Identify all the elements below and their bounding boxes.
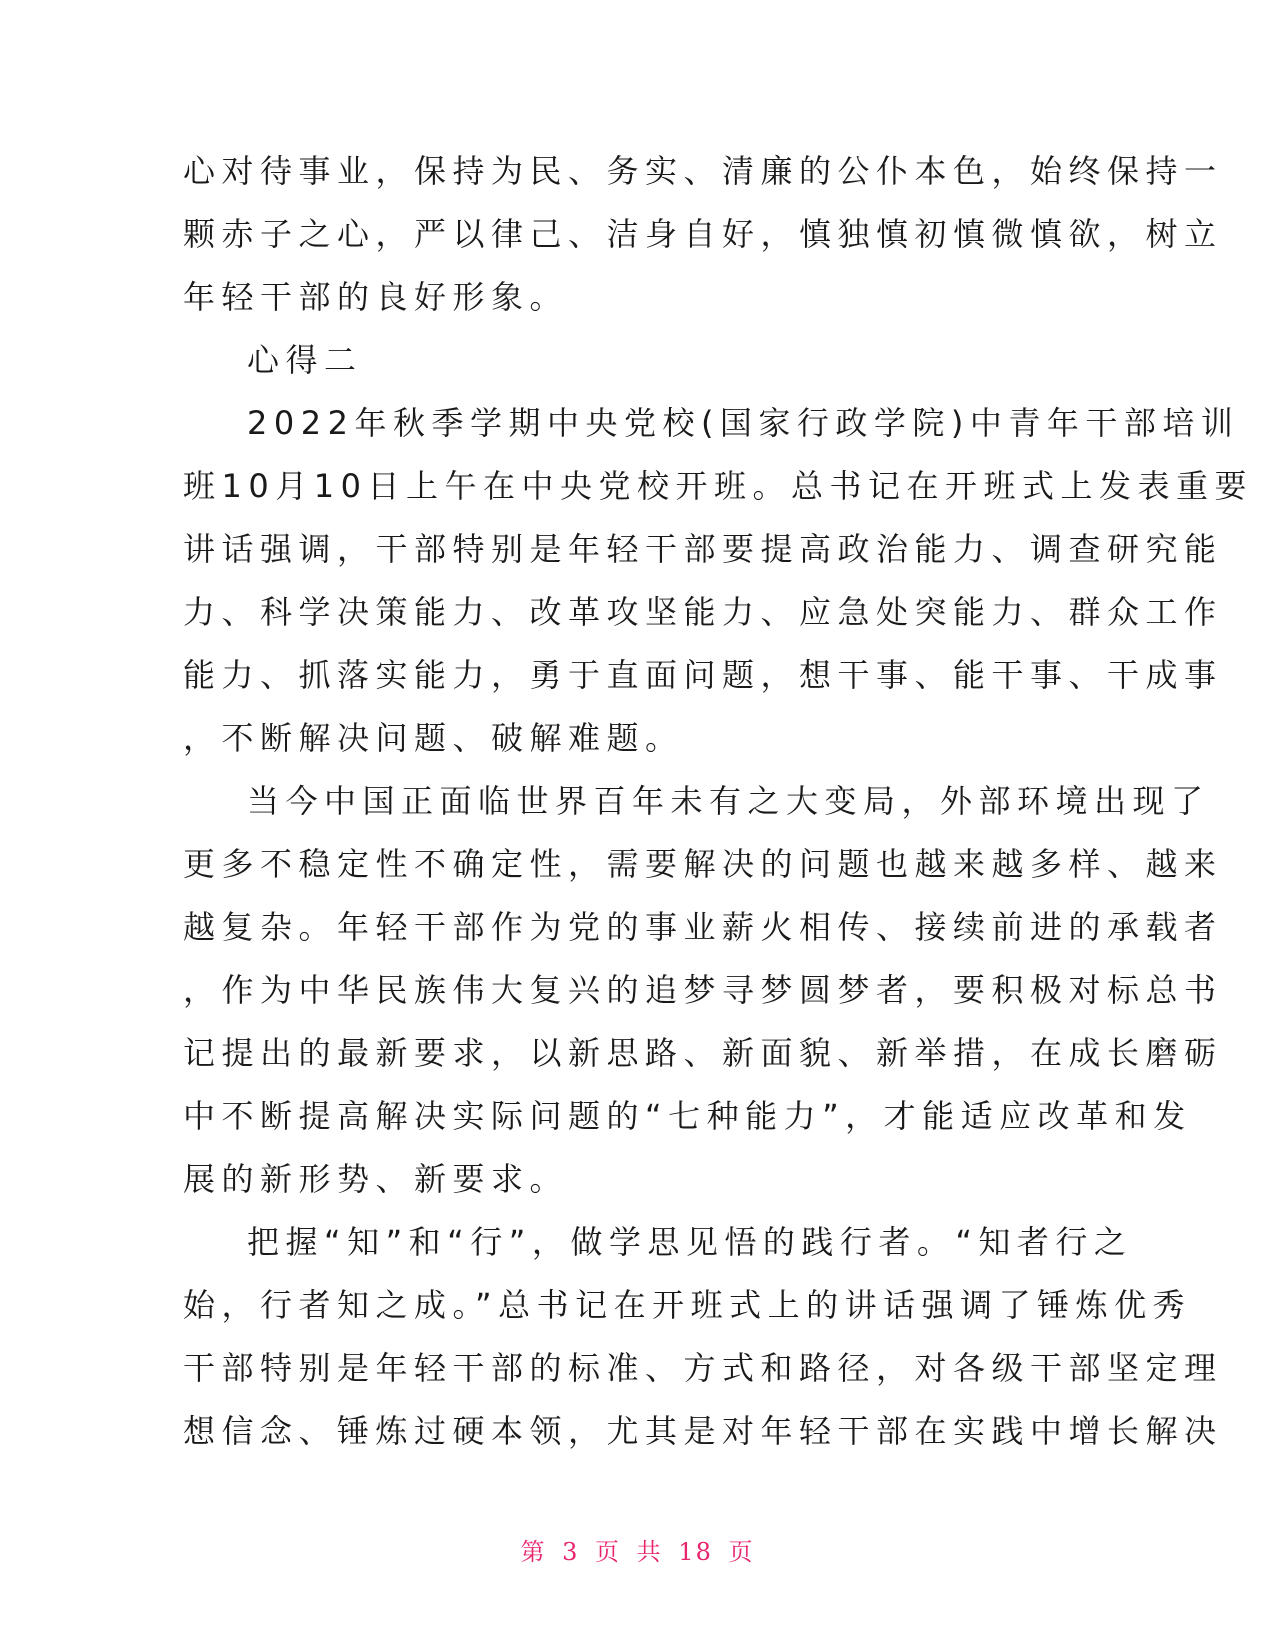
text-line: 讲话强调，干部特别是年轻干部要提高政治能力、调查研究能 bbox=[183, 530, 1223, 568]
text-line: 展的新形势、新要求。 bbox=[183, 1160, 569, 1198]
text-line: 干部特别是年轻干部的标准、方式和路径，对各级干部坚定理 bbox=[183, 1349, 1223, 1387]
text-line: 力、科学决策能力、改革攻坚能力、应急处突能力、群众工作 bbox=[183, 593, 1223, 631]
text-line: 当今中国正面临世界百年未有之大变局，外部环境出现了 bbox=[247, 782, 1210, 820]
paragraph-changing-world bbox=[183, 770, 1223, 1211]
document-body bbox=[183, 140, 1253, 1463]
section-heading: 心得二 bbox=[247, 341, 363, 379]
text-line: 把握“知”和“行”，做学思见悟的践行者。“知者行之 bbox=[247, 1223, 1133, 1261]
text-line: ，作为中华民族伟大复兴的追梦寻梦圆梦者，要积极对标总书 bbox=[183, 971, 1223, 1009]
text-line: 能力、抓落实能力，勇于直面问题，想干事、能干事、干成事 bbox=[183, 656, 1223, 694]
section-heading-xinde-er bbox=[183, 329, 1083, 392]
text-line: 班10月10日上午在中央党校开班。总书记在开班式上发表重要 bbox=[183, 467, 1253, 505]
paragraph-continuation bbox=[183, 140, 1223, 329]
text-line: 始，行者知之成。”总书记在开班式上的讲话强调了锤炼优秀 bbox=[183, 1286, 1192, 1324]
text-line: 年轻干部的良好形象。 bbox=[183, 278, 569, 316]
text-line: ，不断解决问题、破解难题。 bbox=[183, 719, 684, 757]
text-line: 心对待事业，保持为民、务实、清廉的公仆本色，始终保持一 bbox=[183, 152, 1223, 190]
text-line: 中不断提高解决实际问题的“七种能力”，才能适应改革和发 bbox=[183, 1097, 1192, 1135]
page-number-footer: 第 3 页 共 18 页 bbox=[520, 1538, 755, 1566]
paragraph-knowing-doing bbox=[183, 1211, 1223, 1463]
text-line: 记提出的最新要求，以新思路、新面貌、新举措，在成长磨砺 bbox=[183, 1034, 1223, 1072]
text-line: 更多不稳定性不确定性，需要解决的问题也越来越多样、越来 bbox=[183, 845, 1223, 883]
text-line: 2022年秋季学期中央党校(国家行政学院)中青年干部培训 bbox=[247, 404, 1240, 442]
text-line: 颗赤子之心，严以律己、洁身自好，慎独慎初慎微慎欲，树立 bbox=[183, 215, 1223, 253]
text-line: 想信念、锤炼过硬本领，尤其是对年轻干部在实践中增长解决 bbox=[183, 1412, 1223, 1450]
paragraph-training-class bbox=[183, 392, 1253, 770]
text-line: 越复杂。年轻干部作为党的事业薪火相传、接续前进的承载者 bbox=[183, 908, 1223, 946]
